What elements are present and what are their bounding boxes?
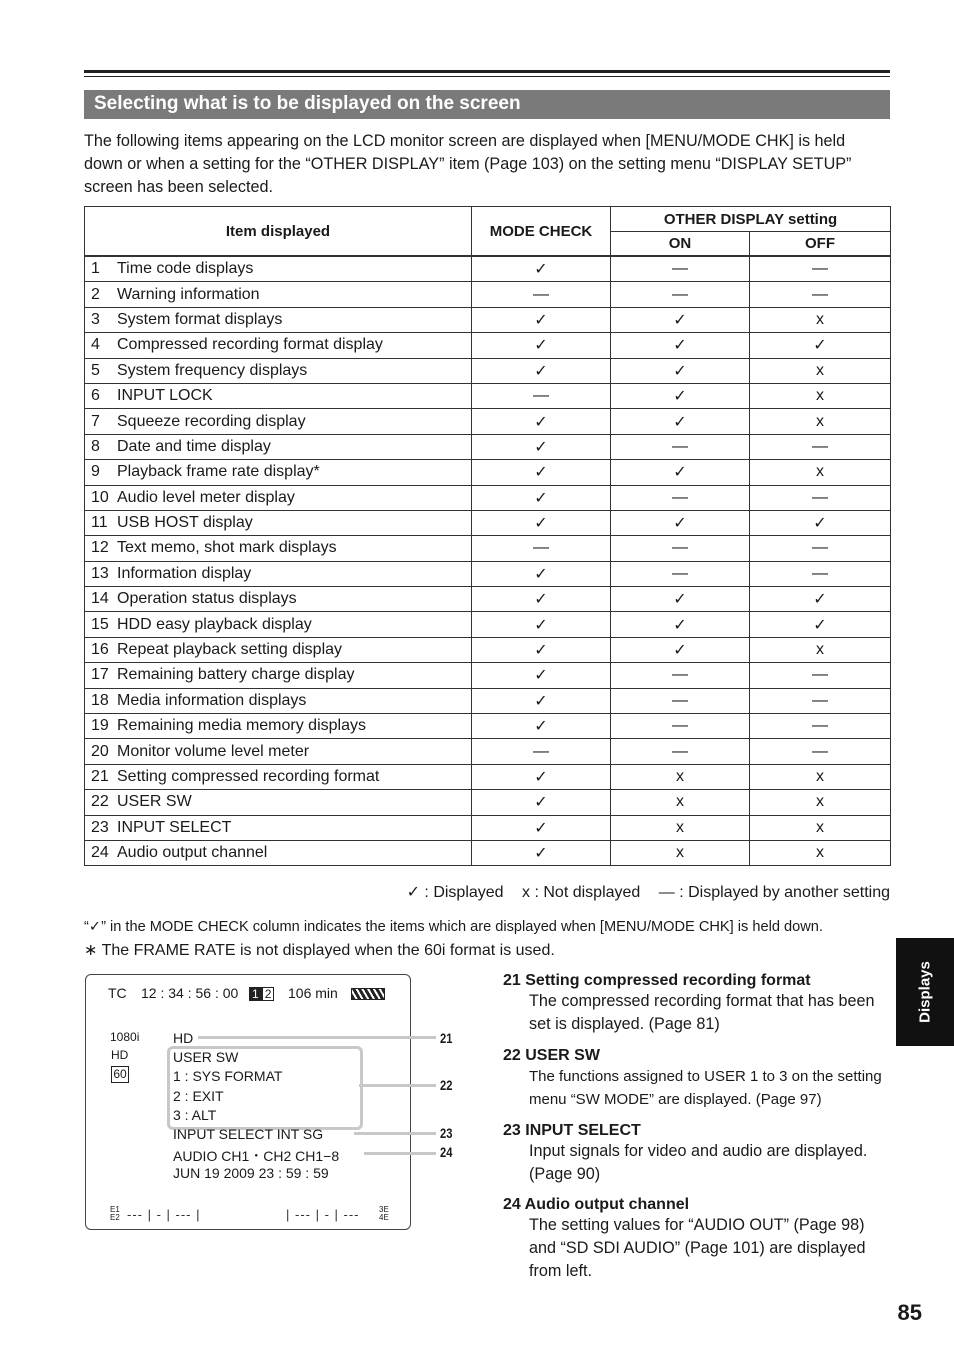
desc-21 (503, 972, 895, 1036)
row-mode-check: ✓ (472, 840, 611, 865)
row-number: 15 (91, 615, 109, 633)
row-number: 2 (91, 285, 100, 303)
table-row (85, 536, 891, 561)
row-number: 1 (91, 260, 100, 278)
row-name: INPUT SELECT (117, 818, 232, 836)
row-mode-check: ✓ (472, 612, 611, 637)
row-off: ✓ (750, 587, 891, 612)
row-item (85, 587, 472, 612)
row-number: 14 (91, 590, 109, 608)
row-number: 11 (91, 514, 108, 532)
screen-audio: AUDIO CH1・CH2 CH1−8 (173, 1148, 340, 1164)
screen-user-1: 1 : SYS FORMAT (173, 1068, 283, 1084)
row-off: x (750, 815, 891, 840)
row-number: 20 (91, 742, 109, 760)
frame-rate-note: ∗ The FRAME RATE is not displayed when the 60i format is used. (84, 942, 555, 959)
page-number: 85 (897, 1300, 922, 1325)
row-off: — (750, 663, 891, 688)
row-name: Remaining media memory displays (117, 717, 366, 735)
row-name: Audio output channel (117, 844, 268, 862)
row-on: ✓ (611, 460, 750, 485)
callout-21: 21 (440, 1030, 453, 1046)
row-off: x (750, 409, 891, 434)
row-off: — (750, 434, 891, 459)
row-off: x (750, 460, 891, 485)
row-off: — (750, 536, 891, 561)
desc-22-title: 22 USER SW (503, 1047, 600, 1064)
row-number: 21 (91, 768, 109, 785)
leader-24 (364, 1152, 436, 1155)
desc-24-body: The setting values for “AUDIO OUT” (Page 98) and “SD SDI AUDIO” (Page 101) are displayed from left. (529, 1216, 866, 1280)
row-item (85, 460, 472, 485)
table-row (85, 510, 891, 535)
legend-not-displayed: x : Not displayed (522, 884, 641, 901)
display-items-table (84, 206, 891, 866)
row-mode-check: ✓ (472, 485, 611, 510)
row-off: — (750, 282, 891, 307)
row-mode-check: — (472, 739, 611, 764)
row-number: 23 (91, 818, 109, 836)
desc-24 (503, 1196, 895, 1283)
leader-21 (198, 1036, 436, 1039)
meter-label-3e: 3E (379, 1205, 389, 1214)
row-off: ✓ (750, 612, 891, 637)
row-mode-check: ✓ (472, 409, 611, 434)
desc-21-title: 21 Setting compressed recording format (503, 972, 811, 989)
tc-segment-2: 2 (262, 987, 275, 1001)
screen-hd: HD (173, 1030, 194, 1046)
row-off: x (750, 790, 891, 815)
row-mode-check: ✓ (472, 815, 611, 840)
row-number: 6 (91, 387, 100, 405)
row-item (85, 485, 472, 510)
header-off: OFF (750, 232, 891, 257)
top-rule (84, 70, 890, 73)
row-off: x (750, 840, 891, 865)
desc-22-body: The functions assigned to USER 1 to 3 on the setting menu “SW MODE” are displayed. (Page 97) (529, 1068, 882, 1108)
row-number: 18 (91, 691, 109, 709)
row-on: ✓ (611, 637, 750, 662)
row-item (85, 282, 472, 307)
row-item (85, 688, 472, 713)
row-off: — (750, 256, 891, 282)
row-on: ✓ (611, 358, 750, 383)
screen-date: JUN 19 2009 23 : 59 : 59 (173, 1165, 329, 1181)
row-on: — (611, 485, 750, 510)
screen-user-sw: USER SW (173, 1049, 239, 1065)
table-row (85, 739, 891, 764)
row-mode-check: ✓ (472, 434, 611, 459)
callout-24: 24 (440, 1144, 453, 1160)
row-mode-check: ✓ (472, 561, 611, 586)
intro-paragraph: The following items appearing on the LCD monitor screen are displayed when [MENU/MODE CHK] is held down or when a setting for the “OTHER DISPLAY” item (Page 103) on the setting menu “DISPLAY SETUP” screen has been selected. (84, 132, 852, 196)
row-on: ✓ (611, 510, 750, 535)
table-row (85, 815, 891, 840)
table-row (85, 663, 891, 688)
row-name: Operation status displays (117, 590, 297, 608)
table-row (85, 587, 891, 612)
row-off: x (750, 764, 891, 789)
row-number: 13 (91, 564, 109, 582)
row-number: 3 (91, 310, 100, 328)
row-on: — (611, 714, 750, 739)
row-name: Squeeze recording display (117, 412, 306, 430)
row-item (85, 333, 472, 358)
battery-icon (351, 988, 385, 1000)
top-rule-thin (84, 76, 890, 77)
row-name: Media information displays (117, 691, 307, 709)
row-item (85, 714, 472, 739)
row-mode-check: ✓ (472, 688, 611, 713)
header-item-displayed: Item displayed (85, 207, 472, 257)
row-mode-check: ✓ (472, 587, 611, 612)
row-number: 24 (91, 844, 109, 862)
row-number: 16 (91, 641, 109, 659)
table-row (85, 460, 891, 485)
row-on: — (611, 561, 750, 586)
table-row (85, 409, 891, 434)
table-row (85, 485, 891, 510)
row-item (85, 561, 472, 586)
tc-segment-1: 1 (249, 987, 262, 1001)
row-name: USER SW (117, 793, 192, 811)
row-name: Information display (117, 564, 252, 582)
row-on: — (611, 688, 750, 713)
row-on: — (611, 663, 750, 688)
row-mode-check: ✓ (472, 307, 611, 332)
table-row (85, 434, 891, 459)
row-name: Compressed recording format display (117, 336, 383, 354)
row-number: 4 (91, 336, 100, 354)
row-item (85, 612, 472, 637)
format-hd: HD (111, 1048, 129, 1062)
meter-label-e1: E1 (110, 1205, 120, 1214)
row-name: Warning information (117, 285, 260, 303)
row-mode-check: — (472, 383, 611, 408)
row-item (85, 307, 472, 332)
row-name: Time code displays (117, 260, 254, 278)
remaining-time: 106 min (288, 985, 338, 1001)
row-on: ✓ (611, 587, 750, 612)
table-row (85, 256, 891, 282)
row-mode-check: — (472, 282, 611, 307)
row-name: INPUT LOCK (117, 387, 213, 405)
table-row (85, 333, 891, 358)
row-name: USB HOST display (117, 514, 253, 532)
row-item (85, 358, 472, 383)
row-mode-check: ✓ (472, 460, 611, 485)
tc-value: 12 : 34 : 56 : 00 (141, 985, 239, 1001)
row-mode-check: ✓ (472, 663, 611, 688)
row-name: System frequency displays (117, 361, 308, 379)
tc-segments (249, 985, 274, 1001)
mode-check-note: “✓” in the MODE CHECK column indicates the items which are displayed when [MENU/MODE CHK] is held down. (84, 919, 823, 935)
row-item (85, 256, 472, 282)
row-mode-check: ✓ (472, 256, 611, 282)
row-number: 10 (91, 488, 109, 506)
desc-21-body: The compressed recording format that has been set is displayed. (Page 81) (529, 992, 875, 1033)
row-name: System format displays (117, 310, 283, 328)
section-header (84, 90, 890, 119)
row-on: — (611, 434, 750, 459)
row-name: Playback frame rate display* (117, 463, 320, 481)
row-item (85, 383, 472, 408)
legend-other-setting: — : Displayed by another setting (658, 884, 890, 901)
format-1080i: 1080i (110, 1030, 140, 1044)
header-other-display: OTHER DISPLAY setting (611, 207, 891, 232)
row-off: x (750, 637, 891, 662)
row-on: ✓ (611, 333, 750, 358)
audio-meter-right: | --- | - | --- (286, 1207, 360, 1222)
row-item (85, 536, 472, 561)
row-off: x (750, 307, 891, 332)
row-on: — (611, 282, 750, 307)
row-number: 5 (91, 361, 100, 379)
row-on: x (611, 790, 750, 815)
row-number: 12 (91, 539, 109, 557)
row-mode-check: ✓ (472, 333, 611, 358)
leader-23 (354, 1132, 436, 1135)
row-item (85, 434, 472, 459)
row-off: — (750, 688, 891, 713)
row-off: ✓ (750, 333, 891, 358)
row-on: ✓ (611, 307, 750, 332)
row-off: — (750, 485, 891, 510)
row-off: ✓ (750, 510, 891, 535)
table-row (85, 561, 891, 586)
row-off: x (750, 358, 891, 383)
row-mode-check: ✓ (472, 358, 611, 383)
row-number: 9 (91, 463, 100, 481)
row-mode-check: — (472, 536, 611, 561)
screen-user-2: 2 : EXIT (173, 1088, 224, 1104)
table-row (85, 637, 891, 662)
row-mode-check: ✓ (472, 637, 611, 662)
row-name: Setting compressed recording format (117, 768, 380, 785)
leader-22 (359, 1084, 436, 1087)
row-on: ✓ (611, 409, 750, 434)
header-on: ON (611, 232, 750, 257)
callout-23: 23 (440, 1125, 453, 1141)
audio-meter-left: --- | - | --- | (127, 1207, 201, 1222)
table-legend (393, 882, 890, 902)
row-off: — (750, 739, 891, 764)
row-number: 7 (91, 412, 100, 430)
table-row (85, 688, 891, 713)
row-number: 22 (91, 793, 109, 811)
meter-label-e2: E2 (110, 1213, 120, 1222)
row-number: 8 (91, 437, 100, 455)
desc-22 (503, 1047, 895, 1111)
row-name: Date and time display (117, 437, 271, 455)
row-on: — (611, 256, 750, 282)
row-item (85, 663, 472, 688)
callout-22: 22 (440, 1077, 453, 1093)
row-item (85, 409, 472, 434)
row-item (85, 790, 472, 815)
section-title: Selecting what is to be displayed on the screen (94, 93, 521, 114)
row-off: x (750, 383, 891, 408)
table-row (85, 840, 891, 865)
row-on: ✓ (611, 383, 750, 408)
row-item (85, 764, 472, 789)
legend-displayed: ✓ : Displayed (406, 884, 504, 901)
desc-23-body: Input signals for video and audio are displayed. (Page 90) (529, 1142, 868, 1183)
row-name: Audio level meter display (117, 488, 295, 506)
row-name: Repeat playback setting display (117, 641, 343, 659)
desc-23 (503, 1122, 895, 1186)
table-row (85, 612, 891, 637)
row-item (85, 739, 472, 764)
table-row (85, 358, 891, 383)
row-mode-check: ✓ (472, 764, 611, 789)
tc-label: TC (108, 985, 127, 1001)
header-mode-check: MODE CHECK (472, 207, 611, 257)
row-off: — (750, 714, 891, 739)
row-on: — (611, 739, 750, 764)
row-name: HDD easy playback display (117, 615, 312, 633)
row-number: 19 (91, 717, 109, 735)
table-row (85, 790, 891, 815)
row-on: x (611, 764, 750, 789)
table-row (85, 764, 891, 789)
frame-rate-box: 60 (111, 1066, 129, 1083)
row-number: 17 (91, 666, 109, 684)
table-row (85, 307, 891, 332)
row-name: Monitor volume level meter (117, 742, 310, 760)
row-mode-check: ✓ (472, 510, 611, 535)
row-on: — (611, 536, 750, 561)
table-row (85, 714, 891, 739)
row-on: x (611, 840, 750, 865)
row-on: ✓ (611, 612, 750, 637)
desc-24-title: 24 Audio output channel (503, 1196, 690, 1213)
row-off: — (750, 561, 891, 586)
displays-side-tab (896, 938, 954, 1046)
row-mode-check: ✓ (472, 790, 611, 815)
table-row (85, 282, 891, 307)
screen-input-select: INPUT SELECT INT SG (173, 1126, 324, 1142)
screen-user-3: 3 : ALT (173, 1107, 217, 1123)
row-on: x (611, 815, 750, 840)
side-tab-label: Displays (916, 961, 934, 1023)
row-name: Remaining battery charge display (117, 666, 355, 684)
row-mode-check: ✓ (472, 714, 611, 739)
row-item (85, 510, 472, 535)
desc-23-title: 23 INPUT SELECT (503, 1122, 641, 1139)
table-row (85, 383, 891, 408)
row-item (85, 840, 472, 865)
meter-label-4e: 4E (379, 1213, 389, 1222)
row-item (85, 637, 472, 662)
row-item (85, 815, 472, 840)
row-name: Text memo, shot mark displays (117, 539, 337, 557)
